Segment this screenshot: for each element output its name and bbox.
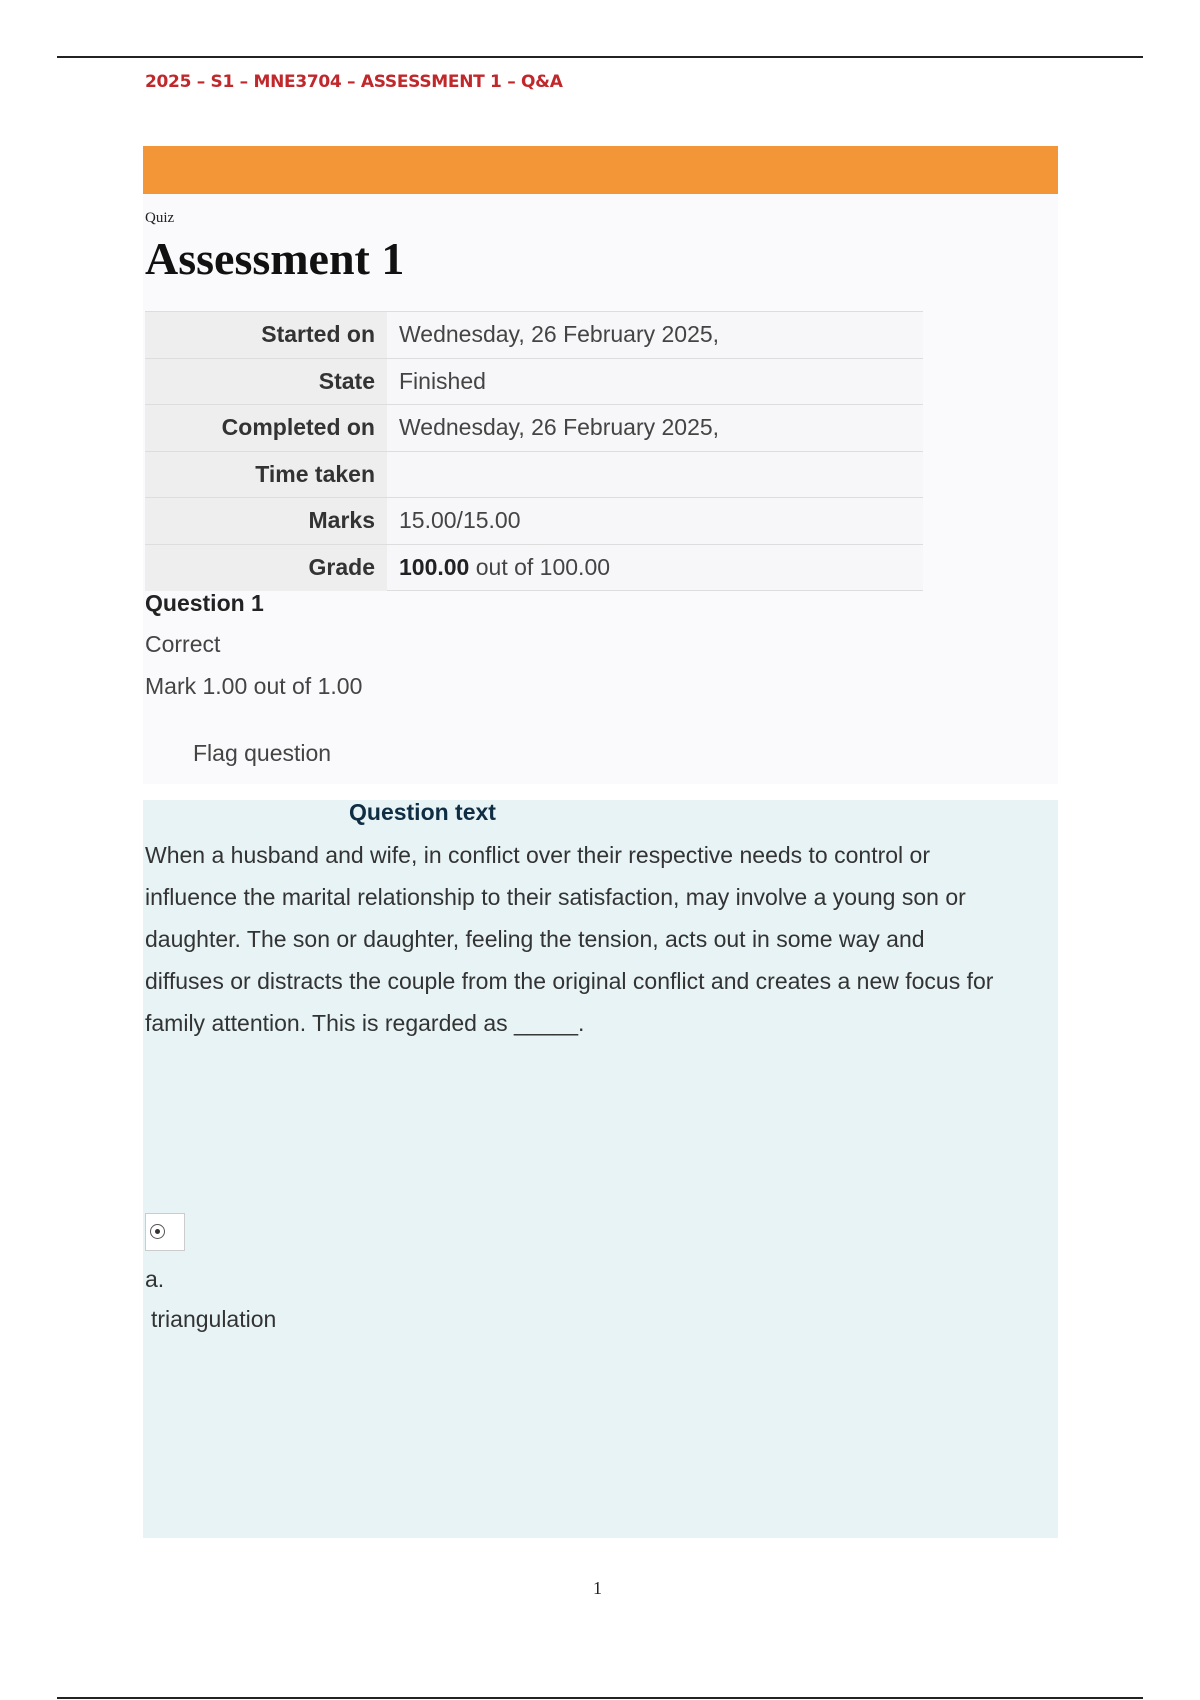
question-line: daughter. The son or daughter, feeling the tension, acts out in some way and [145,926,925,952]
time-taken-label: Time taken [145,451,387,498]
question-text-heading: Question text [349,799,496,825]
question-mark: Mark 1.00 out of 1.00 [145,673,363,699]
orange-banner [143,146,1058,194]
completed-on-value: Wednesday, 26 February 2025, [387,405,923,452]
radio-dot [155,1229,160,1234]
answer-letter: a. [145,1266,165,1292]
top-rule [57,56,1143,58]
table-row [145,358,923,405]
table-row [145,312,923,359]
question-line: family attention. This is regarded as _____. [145,1010,585,1036]
attempt-summary-table [145,311,923,591]
table-row [145,451,923,498]
bottom-rule [57,1697,1143,1699]
table-row [145,544,923,591]
question-body [145,834,1050,1044]
state-value: Finished [387,358,923,405]
grade-label: Grade [145,544,387,591]
time-taken-value [387,451,923,498]
state-label: State [145,358,387,405]
radio-selected-icon [150,1224,165,1239]
started-on-value: Wednesday, 26 February 2025, [387,312,923,359]
question-number: Question 1 [145,590,264,616]
page-number: 1 [593,1578,602,1598]
quiz-label: Quiz [145,210,175,226]
question-line: diffuses or distracts the couple from the original conflict and creates a new focus for [145,968,994,994]
page-title: Assessment 1 [145,233,405,284]
grade-score: 100.00 [399,553,470,580]
grade-value [387,544,923,591]
completed-on-label: Completed on [145,405,387,452]
answer-radio-a[interactable] [145,1213,185,1251]
grade-out-of: out of 100.00 [469,553,611,580]
question-state: Correct [145,631,221,657]
answer-text: triangulation [151,1306,277,1332]
document-header: 2025 – S1 – MNE3704 – ASSESSMENT 1 – Q&A [145,72,563,92]
question-line: When a husband and wife, in conflict over their respective needs to control or [145,842,930,868]
question-line: influence the marital relationship to their satisfaction, may involve a young son or [145,884,966,910]
marks-value: 15.00/15.00 [387,498,923,545]
flag-question-link[interactable]: Flag question [193,740,332,766]
started-on-label: Started on [145,312,387,359]
marks-label: Marks [145,498,387,545]
table-row [145,498,923,545]
table-row [145,405,923,452]
